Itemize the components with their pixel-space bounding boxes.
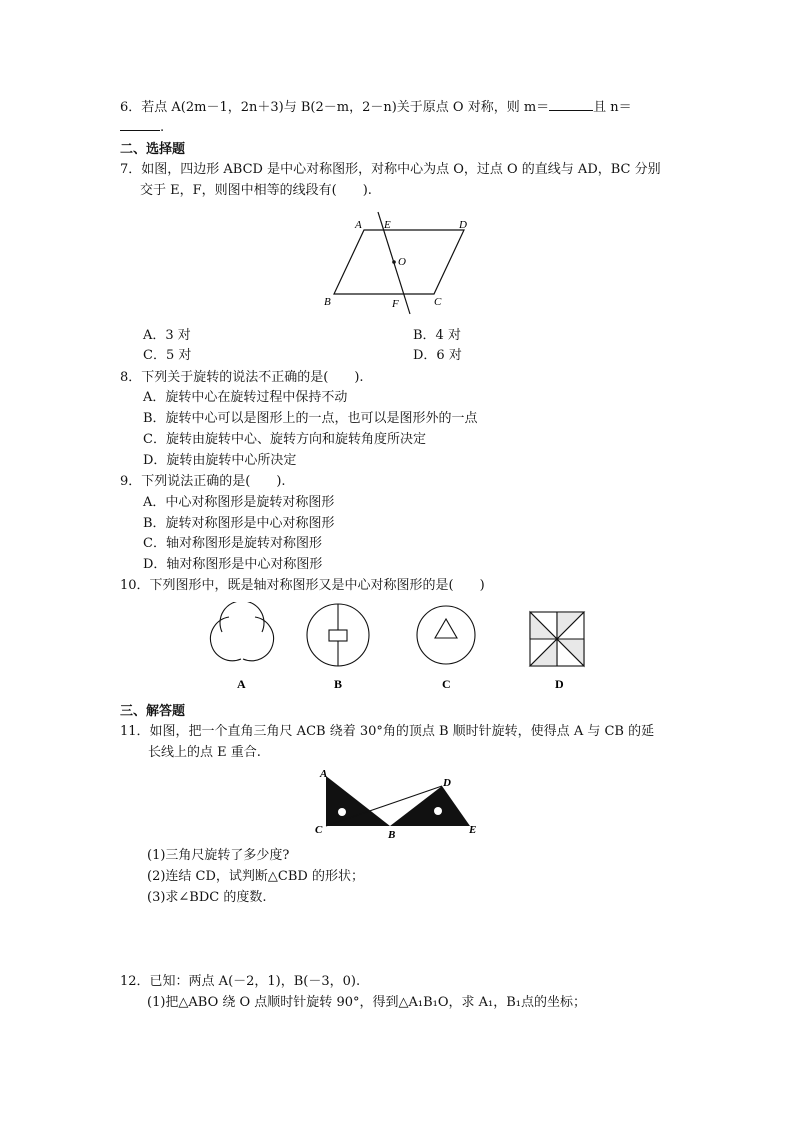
- blade-1: [557, 612, 584, 639]
- q6-and-n: 且 n＝: [593, 100, 632, 115]
- triangle-acb: [326, 776, 390, 826]
- label-a: A: [355, 219, 362, 231]
- q8-option-c[interactable]: C．旋转由旋转中心、旋转方向和旋转角度所决定: [143, 432, 426, 447]
- q12-stem: 12．已知：两点 A(－2，1)，B(－3，0).: [120, 974, 361, 989]
- q10-label-c: C: [442, 677, 451, 691]
- q7-option-c[interactable]: C．5 对: [143, 348, 192, 363]
- q7-parallelogram-figure: [318, 210, 478, 320]
- point-o: [392, 260, 396, 264]
- label-f: F: [392, 298, 399, 310]
- q7-option-d[interactable]: D．6 对: [413, 348, 462, 363]
- label-c: C: [434, 296, 442, 308]
- q8-option-b[interactable]: B．旋转中心可以是图形上的一点，也可以是图形外的一点: [143, 411, 478, 426]
- section-3-heading: 三、解答题: [120, 704, 186, 719]
- q10-label-b: B: [334, 677, 343, 691]
- triangle-c: [435, 619, 457, 638]
- label-a: A: [320, 768, 328, 780]
- q8-stem: 8．下列关于旋转的说法不正确的是( ).: [120, 370, 364, 385]
- triangle-dbe: [390, 786, 470, 826]
- q11-part-1: (1)三角尺旋转了多少度?: [147, 848, 290, 863]
- q9-option-a[interactable]: A．中心对称图形是旋转对称图形: [143, 495, 335, 510]
- q11-stem-line1: 11．如图，把一个直角三角尺 ACB 绕着 30°角的顶点 B 顺时针旋转，使得点 A 与 CB 的延: [120, 724, 655, 739]
- q7-stem-line2: 交于 E，F，则图中相等的线段有( ).: [140, 183, 372, 198]
- label-c: C: [315, 824, 323, 836]
- label-e: E: [384, 219, 391, 231]
- q8-option-d[interactable]: D．旋转由旋转中心所决定: [143, 453, 297, 468]
- q9-option-c[interactable]: C．轴对称图形是旋转对称图形: [143, 536, 322, 551]
- section-2-heading: 二、选择题: [120, 142, 186, 157]
- label-b: B: [388, 829, 396, 841]
- q10-label-d: D: [555, 677, 564, 691]
- q6-line1: [120, 98, 632, 116]
- label-e: E: [469, 824, 477, 836]
- blade-3: [530, 639, 557, 666]
- circle-c: [417, 606, 475, 664]
- q6-stem: 6．若点 A(2m－1，2n＋3)与 B(2－m，2－n)关于原点 O 对称，则 m＝: [120, 100, 550, 115]
- q6-blank-m[interactable]: [549, 98, 593, 111]
- q6-line2: [120, 118, 164, 136]
- q7-option-a[interactable]: A．3 对: [143, 328, 191, 343]
- q10-label-a: A: [237, 677, 246, 691]
- q6-period: .: [160, 120, 165, 135]
- blade-2: [557, 639, 584, 666]
- q9-stem: 9．下列说法正确的是( ).: [120, 474, 286, 489]
- hole-dbe: [434, 807, 442, 815]
- q7-option-b[interactable]: B．4 对: [413, 328, 461, 343]
- arc-left: [210, 617, 241, 661]
- q11-part-3: (3)求∠BDC 的度数.: [147, 890, 267, 905]
- blade-4: [530, 612, 557, 639]
- q10-figure-c[interactable]: [417, 606, 475, 664]
- rect-b: [329, 630, 347, 641]
- q10-figure-a[interactable]: [210, 602, 273, 661]
- q10-figure-b[interactable]: [307, 604, 369, 666]
- q11-part-2: (2)连结 CD，试判断△CBD 的形状；: [147, 869, 364, 884]
- q8-option-a[interactable]: A．旋转中心在旋转过程中保持不动: [143, 390, 348, 405]
- label-b: B: [324, 296, 331, 308]
- arc-right: [243, 617, 274, 661]
- q11-stem-line2: 长线上的点 E 重合.: [148, 745, 261, 760]
- q10-figures: [200, 602, 600, 694]
- q9-option-b[interactable]: B．旋转对称图形是中心对称图形: [143, 516, 335, 531]
- q10-figure-d[interactable]: [530, 612, 584, 666]
- label-d: D: [443, 777, 451, 789]
- q12-part-1: (1)把△ABO 绕 O 点顺时针旋转 90°，得到△A₁B₁O，求 A₁，B₁点的坐标；: [147, 995, 586, 1010]
- q10-stem: 10．下列图形中，既是轴对称图形又是中心对称图形的是( ): [120, 578, 485, 593]
- q7-stem-line1: 7．如图，四边形 ABCD 是中心对称图形，对称中心为点 O，过点 O 的直线与 AD，BC 分别: [120, 162, 661, 177]
- label-d: D: [459, 219, 467, 231]
- q11-triangle-figure: [312, 764, 482, 844]
- hole-acb: [338, 808, 346, 816]
- q9-option-d[interactable]: D．轴对称图形是中心对称图形: [143, 557, 323, 572]
- q6-blank-n[interactable]: [120, 118, 160, 131]
- label-o: O: [398, 256, 406, 268]
